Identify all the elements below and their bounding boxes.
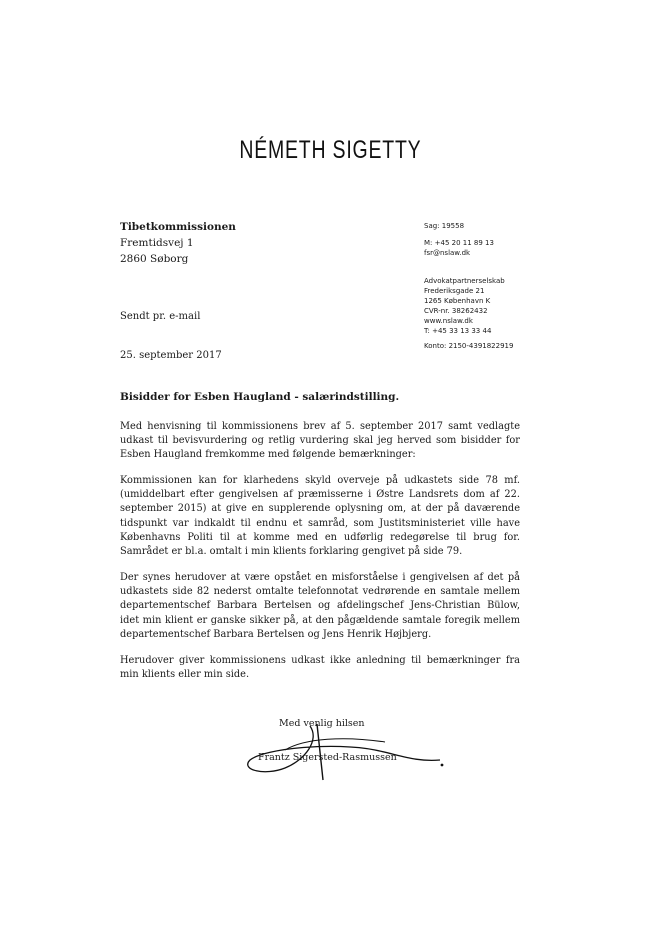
delivery-method: Sendt pr. e-mail <box>120 311 201 322</box>
email-address: fsr@nslaw.dk <box>424 249 471 257</box>
recipient-name: Tibetkommissionen <box>120 221 236 233</box>
body-paragraph-2: Kommissionen kan for klarhedens skyld overveje på udkastets side 78 mf. (umiddelbart efter gengivelsen af præmisserne i Østre Landsrets dom af 22. september 2015) at give en supplerende oplysning om, at der på daværende tidspunkt var indkaldt til endnu et samråd, som Justitsministeriet ville have Københavns Politi til at komme med en udførlig redegørelse til brug for. Samrådet er bl.a. omtalt i min klients forklaring gengivet på side 79. <box>120 475 520 558</box>
website: www.nslaw.dk <box>424 317 473 325</box>
recipient-city: 2860 Søborg <box>120 253 189 265</box>
recipient-street: Fremtidsvej 1 <box>120 237 194 249</box>
case-number: Sag: 19558 <box>424 222 465 230</box>
body-paragraph-3: Der synes herudover at være opstået en misforståelse i gengivelsen af det på udkastets side 82 nederst omtalte telefonnotat vedrørende en samtale mellem departementschef Barbara Bertelsen og afdelingschef Jens-Christian Bülow, idet min klient er ganske sikker på, at den pågældende samtale foregik mellem departementschef Barbara Bertelsen og Jens Henrik Højbjerg. <box>120 572 520 640</box>
recipient-address <box>120 219 236 267</box>
mobile-number: M: +45 20 11 89 13 <box>424 239 494 247</box>
body-paragraph-4: Herudover giver kommissionens udkast ikke anledning til bemærkninger fra min klients eller min side. <box>120 655 520 681</box>
account-number: Konto: 2150-4391822919 <box>424 342 514 350</box>
letter-date: 25. september 2017 <box>120 350 222 361</box>
contact-block <box>424 238 494 258</box>
company-type: Advokatpartnerselskab <box>424 277 505 285</box>
firm-city: 1265 København K <box>424 297 491 305</box>
firm-street: Frederiksgade 21 <box>424 287 485 295</box>
firm-logo: NÉMETH SIGETTY <box>239 136 422 164</box>
phone-number: T: +45 33 13 33 44 <box>424 327 492 335</box>
body-paragraph-1: Med henvisning til kommissionens brev af 5. september 2017 samt vedlagte udkast til bevisvurdering og retlig vurdering skal jeg herved som bisidder for Esben Haugland fremkomme med følgende bemærkninger: <box>120 421 520 461</box>
signatory-name: Frantz Sigersted-Rasmussen <box>258 752 397 763</box>
firm-address-block <box>424 276 505 336</box>
closing-greeting: Med venlig hilsen <box>279 718 365 729</box>
cvr-number: CVR-nr. 38262432 <box>424 307 488 315</box>
letter-subject: Bisidder for Esben Haugland - salærindstilling. <box>120 391 400 403</box>
